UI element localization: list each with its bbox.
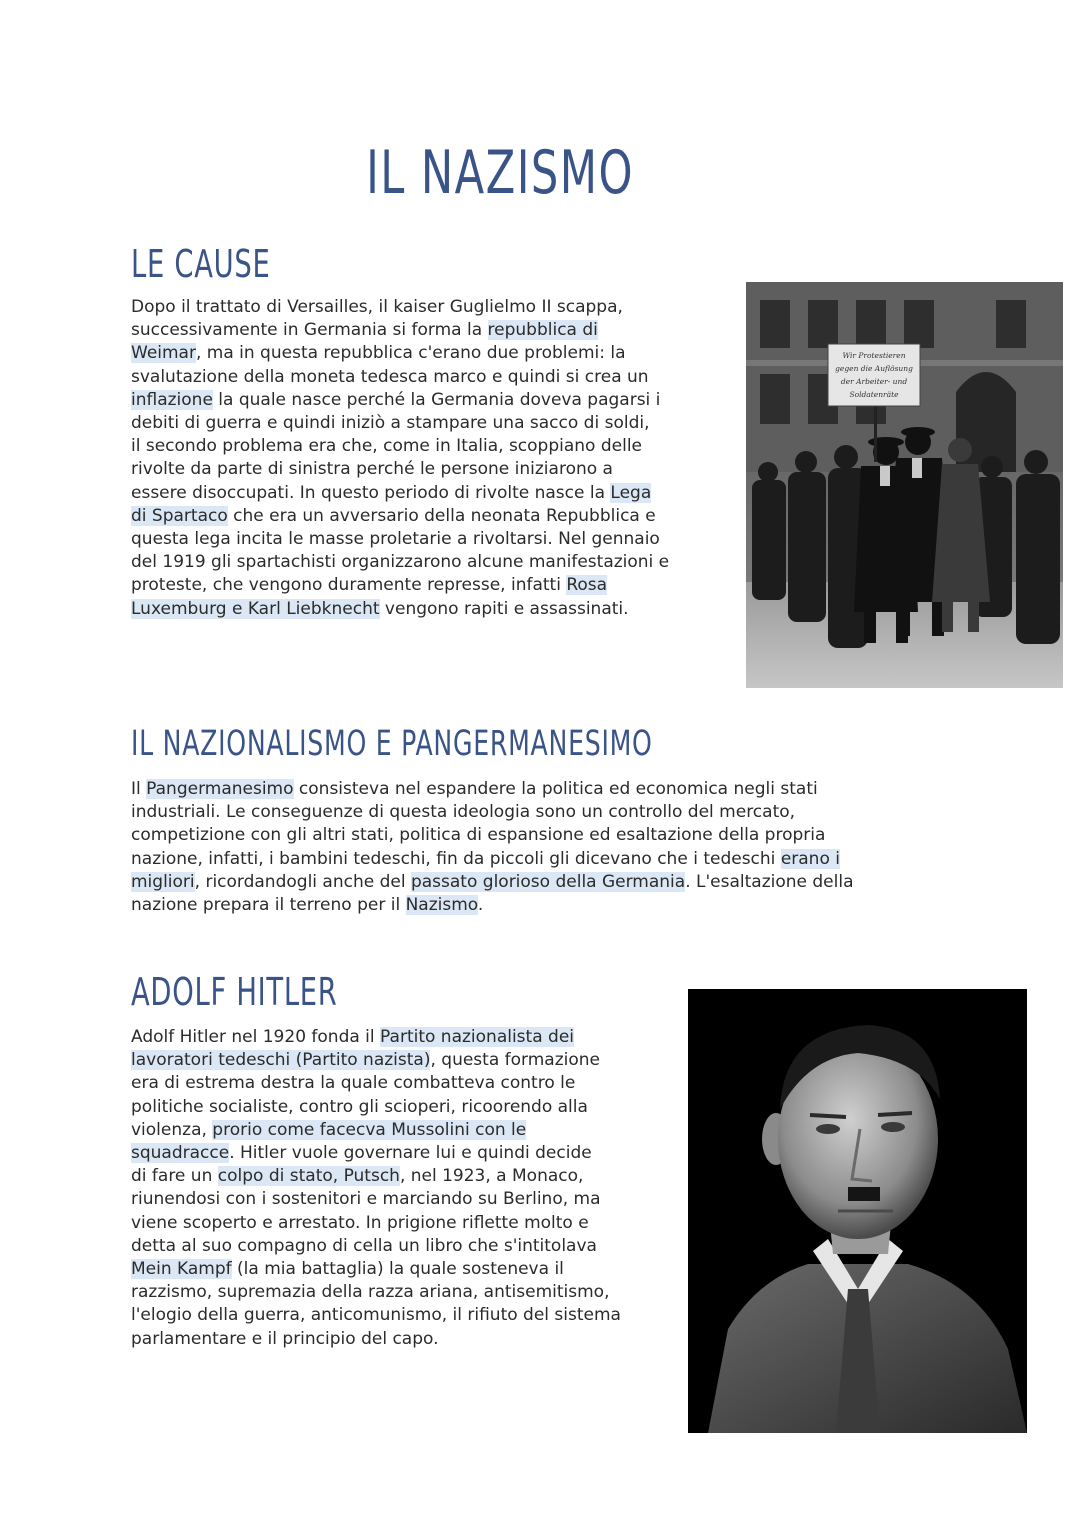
text-line xyxy=(131,1328,681,1351)
highlighted-text: Nazismo xyxy=(405,895,478,916)
text-segment: parlamentare e il principio del capo. xyxy=(131,1328,439,1349)
text-line xyxy=(131,458,731,481)
text-line xyxy=(131,505,731,528)
highlighted-text: Lega xyxy=(610,482,652,503)
text-line xyxy=(131,1119,681,1142)
section-heading-hitler: ADOLF HITLER xyxy=(131,970,338,1014)
text-line xyxy=(131,848,961,871)
text-segment: Dopo il trattato di Versailles, il kaiser Guglielmo II scappa, xyxy=(131,297,623,317)
text-segment: era di estrema destra la quale combatteva contro le xyxy=(131,1073,576,1094)
text-line xyxy=(131,1165,681,1188)
highlighted-text: Partito nazionalista dei xyxy=(380,1027,574,1047)
sign-line: gegen die Auflösung xyxy=(835,364,913,373)
text-segment: industriali. Le conseguenze di questa ideologia sono un controllo del mercato, xyxy=(131,802,796,823)
highlighted-text: passato glorioso della Germania xyxy=(410,871,686,892)
highlighted-text: repubblica di xyxy=(487,320,598,341)
text-segment: razzismo, supremazia della razza ariana, antisemitismo, xyxy=(131,1282,610,1303)
text-segment: rivolte da parte di sinistra perché le persone iniziarono a xyxy=(131,459,613,480)
text-segment: svalutazione della moneta tedesca marco e quindi si crea un xyxy=(131,366,649,387)
text-line xyxy=(131,1142,681,1165)
text-line xyxy=(131,1188,681,1211)
text-line xyxy=(131,551,731,574)
text-line xyxy=(131,801,961,824)
text-line xyxy=(131,778,961,801)
text-line xyxy=(131,871,961,894)
highlighted-text: di Spartaco xyxy=(131,505,228,526)
text-segment: consisteva nel espandere la politica ed economica negli stati xyxy=(293,779,818,799)
section-heading-nationalism: IL NAZIONALISMO E PANGERMANESIMO xyxy=(131,724,653,764)
highlighted-text: Luxemburg e Karl Liebknecht xyxy=(131,598,380,619)
text-segment: debiti di guerra e quindi iniziò a stampare una sacco di soldi, xyxy=(131,413,650,434)
highlighted-text: inflazione xyxy=(131,389,213,410)
highlighted-text: erano i xyxy=(780,848,840,869)
text-segment: . xyxy=(477,895,484,916)
text-segment: successivamente in Germania si forma la xyxy=(131,320,488,341)
text-segment: viene scoperto e arrestato. In prigione riflette molto e xyxy=(131,1212,589,1233)
text-line xyxy=(131,598,731,621)
text-segment: proteste, che vengono duramente represse, infatti xyxy=(131,575,567,596)
highlighted-text: Weimar xyxy=(131,343,196,364)
text-line xyxy=(131,574,731,597)
text-line xyxy=(131,1049,681,1072)
text-segment: di fare un xyxy=(131,1166,218,1187)
text-segment: . L'esaltazione della xyxy=(685,871,854,892)
text-line xyxy=(131,1212,681,1235)
section-heading-cause: LE CAUSE xyxy=(131,242,271,286)
text-segment: . Hitler vuole governare lui e quindi decide xyxy=(229,1143,592,1164)
text-segment: competizione con gli altri stati, politica di espansione ed esaltazione della propria xyxy=(131,825,826,846)
sign-line: der Arbeiter- und xyxy=(840,377,908,386)
text-line xyxy=(131,366,731,389)
text-segment: nazione prepara il terreno per il xyxy=(131,895,406,916)
hitler-portrait-photo xyxy=(688,989,1027,1433)
text-line xyxy=(131,319,731,342)
paragraph-hitler xyxy=(131,1026,681,1351)
text-line xyxy=(131,412,731,435)
sign-line: Soldatenräte xyxy=(849,390,899,399)
text-segment: Adolf Hitler nel 1920 fonda il xyxy=(131,1027,381,1047)
text-segment: l'elogio della guerra, anticomunismo, il rifiuto del sistema xyxy=(131,1305,621,1326)
highlighted-text: migliori xyxy=(131,871,195,892)
text-line xyxy=(131,482,731,505)
text-segment: riunendosi con i sostenitori e marciando su Berlino, ma xyxy=(131,1189,601,1210)
text-segment: del 1919 gli spartachisti organizzarono alcune manifestazioni e xyxy=(131,552,670,573)
highlighted-text: Pangermanesimo xyxy=(146,779,294,799)
text-line xyxy=(131,1072,681,1095)
highlighted-text: prorio come facecva Mussolini con le xyxy=(212,1119,527,1140)
text-line xyxy=(131,1258,681,1281)
text-segment: vengono rapiti e assassinati. xyxy=(379,598,629,619)
text-segment: , ricordandogli anche del xyxy=(194,871,411,892)
text-line xyxy=(131,1304,681,1327)
paragraph-cause xyxy=(131,296,731,621)
text-segment: politiche socialiste, contro gli scioperi, ricoorendo alla xyxy=(131,1096,588,1117)
text-line xyxy=(131,342,731,365)
text-segment: il secondo problema era che, come in Italia, scoppiano delle xyxy=(131,436,643,457)
sign-line: Wir Protestieren xyxy=(842,351,906,360)
text-segment: che era un avversario della neonata Repubblica e xyxy=(227,505,656,526)
text-segment: , questa formazione xyxy=(430,1050,600,1071)
text-segment: violenza, xyxy=(131,1119,213,1140)
text-line xyxy=(131,894,961,917)
text-segment: la quale nasce perché la Germania doveva pagarsi i xyxy=(212,389,661,410)
highlighted-text: lavoratori tedeschi (Partito nazista) xyxy=(131,1050,431,1071)
text-line xyxy=(131,389,731,412)
highlighted-text: colpo di stato, Putsch xyxy=(217,1166,400,1187)
text-segment: detta al suo compagno di cella un libro che s'intitolava xyxy=(131,1235,597,1256)
text-line xyxy=(131,1281,681,1304)
text-line xyxy=(131,824,961,847)
text-line xyxy=(131,528,731,551)
highlighted-text: Mein Kampf xyxy=(131,1259,232,1280)
text-line xyxy=(131,1026,681,1049)
highlighted-text: squadracce xyxy=(131,1143,230,1164)
text-segment: Il xyxy=(131,779,147,799)
text-line xyxy=(131,1235,681,1258)
paragraph-nationalism xyxy=(131,778,961,917)
highlighted-text: Rosa xyxy=(566,575,608,596)
text-segment: (la mia battaglia) la quale sosteneva il xyxy=(231,1259,564,1280)
text-line xyxy=(131,435,731,458)
text-segment: , nel 1923, a Monaco, xyxy=(399,1166,584,1187)
text-segment: , ma in questa repubblica c'erano due problemi: la xyxy=(195,343,626,364)
text-segment: questa lega incita le masse proletarie a rivoltarsi. Nel gennaio xyxy=(131,529,660,550)
text-line xyxy=(131,296,731,319)
text-line xyxy=(131,1096,681,1119)
text-segment: nazione, infatti, i bambini tedeschi, fin da piccoli gli dicevano che i tedeschi xyxy=(131,848,781,869)
protest-march-photo xyxy=(746,282,1063,688)
page-title: IL NAZISMO xyxy=(366,138,634,208)
text-segment: essere disoccupati. In questo periodo di rivolte nasce la xyxy=(131,482,611,503)
